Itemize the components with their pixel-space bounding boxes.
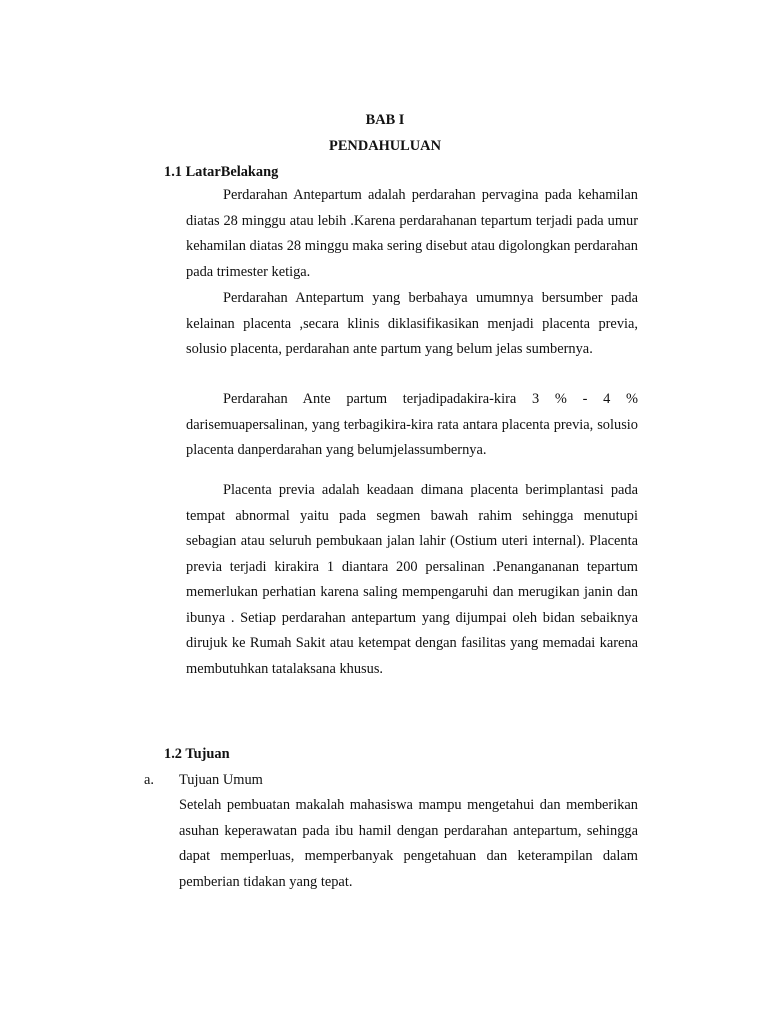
section-heading-tujuan: 1.2 Tujuan xyxy=(164,746,230,762)
chapter-title: PENDAHULUAN xyxy=(329,138,441,154)
chapter-number: BAB I xyxy=(365,112,405,128)
paragraph-3: Perdarahan Ante partum terjadipadakira-kira 3 % - 4 % darisemuapersalinan, yang terbagikira-kira rata antara placenta previa, solusio placenta danperdarahan yang belumjelassumbernya. xyxy=(186,391,638,458)
paragraph-1: Perdarahan Antepartum adalah perdarahan pervagina pada kehamilan diatas 28 minggu atau lebih .Karena perdarahanan tepartum terjadi pada umur kehamilan diatas 28 minggu maka sering disebut atau digolongkan perdarahan pada trimester ketiga. xyxy=(186,187,638,280)
section-heading-latar-belakang: 1.1 LatarBelakang xyxy=(164,164,279,180)
subheading-tujuan-umum: Tujuan Umum xyxy=(179,772,263,788)
paragraph-tujuan-umum: Setelah pembuatan makalah mahasiswa mampu mengetahui dan memberikan asuhan keperawatan pada ibu hamil dengan perdarahan antepartum, sehingga dapat memperluas, memperbanyak pengetahuan dan keterampilan dalam pemberian tidakan yang tepat. xyxy=(179,797,638,890)
paragraph-2: Perdarahan Antepartum yang berbahaya umumnya bersumber pada kelainan placenta ,secara klinis diklasifikasikan menjadi placenta previa, solusio placenta, perdarahan ante partum yang belum jelas sumbernya. xyxy=(186,290,638,357)
paragraph-4: Placenta previa adalah keadaan dimana placenta berimplantasi pada tempat abnormal yaitu pada segmen bawah rahim sehingga menutupi sebagian atau seluruh pembukaan jalan lahir (Ostium uteri internal). Placenta previa terjadi kirakira 1 diantara 200 persalinan .Penangananan tepartum memerlukan perhatian karena saling mempengaruhi dan merugikan janin dan ibunya . Setiap perdarahan antepartum yang dijumpai oleh bidan sebaiknya dirujuk ke Rumah Sakit atau ketempat dengan fasilitas yang memadai karena membutuhkan tatalaksana khusus. xyxy=(186,482,638,677)
list-marker-a: a. xyxy=(144,772,154,788)
